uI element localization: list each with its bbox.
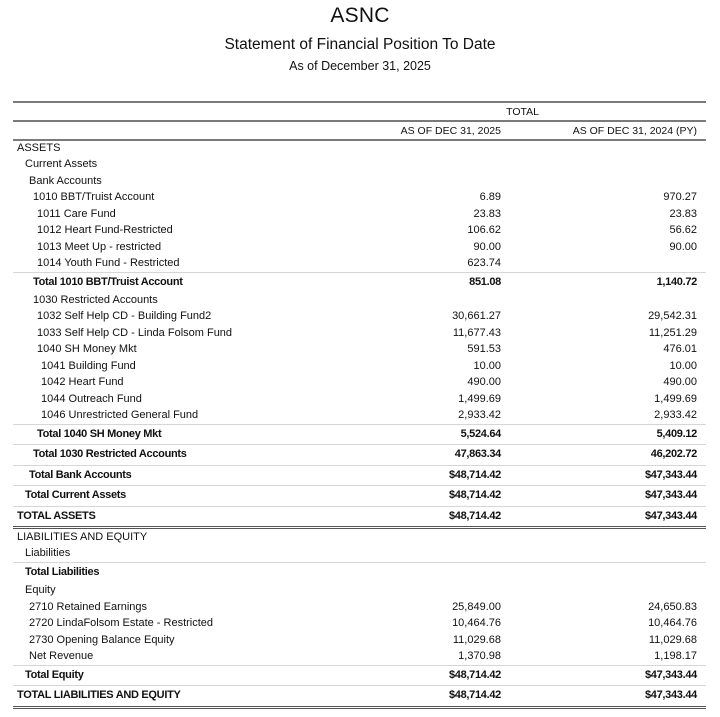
total-row bbox=[13, 424, 706, 445]
value-prior-year: 56.62 bbox=[669, 224, 697, 237]
row-label: Equity bbox=[25, 584, 56, 597]
report-table bbox=[13, 140, 706, 709]
row-label: Net Revenue bbox=[29, 650, 94, 663]
value-current: 5,524.64 bbox=[460, 427, 501, 440]
row-label: 1012 Heart Fund-Restricted bbox=[37, 224, 173, 237]
company-name: ASNC bbox=[330, 4, 390, 27]
table-row bbox=[13, 189, 706, 205]
value-prior-year: $47,343.44 bbox=[644, 468, 697, 481]
row-label: 1042 Heart Fund bbox=[41, 376, 124, 389]
value-current: 1,499.69 bbox=[458, 392, 501, 405]
table-row bbox=[13, 140, 706, 156]
value-prior-year: 10,464.76 bbox=[648, 617, 697, 630]
table-row bbox=[13, 407, 706, 423]
value-prior-year: $47,343.44 bbox=[644, 689, 697, 702]
table-row bbox=[13, 545, 706, 561]
table-row bbox=[13, 173, 706, 189]
report-date: As of December 31, 2025 bbox=[289, 59, 431, 73]
table-row bbox=[13, 239, 706, 255]
value-current: 47,863.34 bbox=[454, 448, 501, 460]
row-label: Liabilities bbox=[25, 547, 71, 560]
row-label: 1040 SH Money Mkt bbox=[37, 343, 137, 356]
table-row bbox=[13, 615, 706, 631]
value-prior-year: 23.83 bbox=[669, 207, 697, 220]
value-current: 25,849.00 bbox=[452, 600, 501, 613]
column-group-header: TOTAL bbox=[506, 106, 539, 118]
value-current: 6.89 bbox=[479, 191, 501, 204]
value-prior-year: 46,202.72 bbox=[650, 448, 697, 460]
value-prior-year: $47,343.44 bbox=[644, 668, 697, 681]
row-label: Total 1040 SH Money Mkt bbox=[37, 427, 162, 440]
table-row bbox=[13, 308, 706, 324]
total-row bbox=[13, 665, 706, 686]
value-current: 623.74 bbox=[467, 257, 501, 270]
header-mid-rule bbox=[13, 120, 706, 122]
row-label: 1013 Meet Up - restricted bbox=[37, 240, 162, 253]
value-prior-year: 90.00 bbox=[669, 240, 697, 253]
header-top-rule bbox=[13, 101, 706, 103]
value-prior-year: 970.27 bbox=[663, 191, 697, 204]
row-label: Total 1030 Restricted Accounts bbox=[33, 448, 187, 460]
value-prior-year: 10.00 bbox=[669, 359, 697, 372]
row-label: Bank Accounts bbox=[29, 174, 102, 187]
table-row bbox=[13, 156, 706, 172]
table-row bbox=[13, 582, 706, 598]
row-label: LIABILITIES AND EQUITY bbox=[17, 531, 148, 543]
value-current: 851.08 bbox=[469, 275, 501, 288]
row-label: 2730 Opening Balance Equity bbox=[29, 633, 175, 646]
total-row bbox=[13, 465, 706, 486]
value-prior-year: $47,343.44 bbox=[644, 489, 697, 501]
row-label: Total Bank Accounts bbox=[29, 468, 132, 481]
value-current: 11,029.68 bbox=[452, 633, 501, 646]
row-label: Total Equity bbox=[25, 668, 84, 681]
row-label: 1032 Self Help CD - Building Fund2 bbox=[37, 310, 212, 323]
total-row bbox=[13, 444, 706, 465]
row-label: 1014 Youth Fund - Restricted bbox=[37, 257, 180, 270]
total-row bbox=[13, 685, 706, 709]
value-prior-year: 1,499.69 bbox=[654, 392, 697, 405]
table-row bbox=[13, 374, 706, 390]
value-prior-year: $47,343.44 bbox=[644, 509, 697, 522]
row-label: 1011 Care Fund bbox=[37, 207, 116, 220]
table-row bbox=[13, 632, 706, 648]
table-row bbox=[13, 358, 706, 374]
column-header-current: AS OF DEC 31, 2025 bbox=[400, 125, 501, 137]
row-label: 1046 Unrestricted General Fund bbox=[41, 409, 199, 422]
table-row bbox=[13, 206, 706, 222]
value-current: $48,714.42 bbox=[448, 668, 501, 681]
value-current: 11,677.43 bbox=[452, 326, 501, 339]
value-current: $48,714.42 bbox=[448, 689, 501, 702]
table-row bbox=[13, 391, 706, 407]
row-label: 1044 Outreach Fund bbox=[41, 392, 142, 405]
row-label: Total Liabilities bbox=[25, 565, 100, 578]
column-header-prior-year: AS OF DEC 31, 2024 (PY) bbox=[572, 125, 697, 137]
row-label: 2710 Retained Earnings bbox=[29, 600, 148, 613]
value-current: 30,661.27 bbox=[452, 310, 501, 323]
value-prior-year: 11,251.29 bbox=[648, 326, 697, 339]
row-label: ASSETS bbox=[17, 142, 61, 154]
row-label: Total Current Assets bbox=[25, 489, 126, 501]
table-row bbox=[13, 529, 706, 545]
value-current: 23.83 bbox=[473, 207, 501, 220]
value-current: 10,464.76 bbox=[452, 617, 501, 630]
table-row bbox=[13, 222, 706, 238]
total-row bbox=[13, 562, 706, 583]
value-current: 591.53 bbox=[467, 343, 501, 356]
row-label: 1033 Self Help CD - Linda Folsom Fund bbox=[37, 326, 233, 339]
row-label: 1010 BBT/Truist Account bbox=[33, 191, 155, 204]
row-label: 2720 LindaFolsom Estate - Restricted bbox=[29, 617, 214, 630]
value-prior-year: 29,542.31 bbox=[648, 310, 697, 323]
row-label: 1041 Building Fund bbox=[41, 359, 136, 372]
total-row bbox=[13, 506, 706, 530]
row-label: Total 1010 BBT/Truist Account bbox=[33, 275, 183, 288]
value-current: $48,714.42 bbox=[448, 468, 501, 481]
value-prior-year: 476.01 bbox=[663, 343, 697, 356]
row-label: 1030 Restricted Accounts bbox=[33, 294, 158, 306]
value-prior-year: 490.00 bbox=[663, 376, 697, 389]
table-row bbox=[13, 648, 706, 664]
value-current: 2,933.42 bbox=[458, 409, 501, 422]
value-prior-year: 1,140.72 bbox=[656, 275, 697, 288]
value-prior-year: 1,198.17 bbox=[654, 650, 697, 663]
table-row bbox=[13, 599, 706, 615]
value-current: $48,714.42 bbox=[448, 489, 501, 501]
value-current: 490.00 bbox=[467, 376, 501, 389]
total-row bbox=[13, 485, 706, 506]
table-row bbox=[13, 341, 706, 357]
value-current: 90.00 bbox=[473, 240, 501, 253]
value-prior-year: 2,933.42 bbox=[654, 409, 697, 422]
value-current: 1,370.98 bbox=[458, 650, 501, 663]
row-label: Current Assets bbox=[25, 158, 98, 171]
report-title: Statement of Financial Position To Date bbox=[224, 36, 496, 53]
table-row bbox=[13, 325, 706, 341]
total-row bbox=[13, 272, 706, 293]
table-row bbox=[13, 255, 706, 271]
value-current: 10.00 bbox=[473, 359, 501, 372]
value-prior-year: 5,409.12 bbox=[656, 427, 697, 440]
value-prior-year: 11,029.68 bbox=[648, 633, 697, 646]
value-prior-year: 24,650.83 bbox=[648, 600, 697, 613]
row-label: TOTAL ASSETS bbox=[17, 509, 96, 522]
table-row bbox=[13, 292, 706, 308]
value-current: $48,714.42 bbox=[448, 509, 501, 522]
value-current: 106.62 bbox=[467, 224, 501, 237]
row-label: TOTAL LIABILITIES AND EQUITY bbox=[17, 689, 181, 702]
